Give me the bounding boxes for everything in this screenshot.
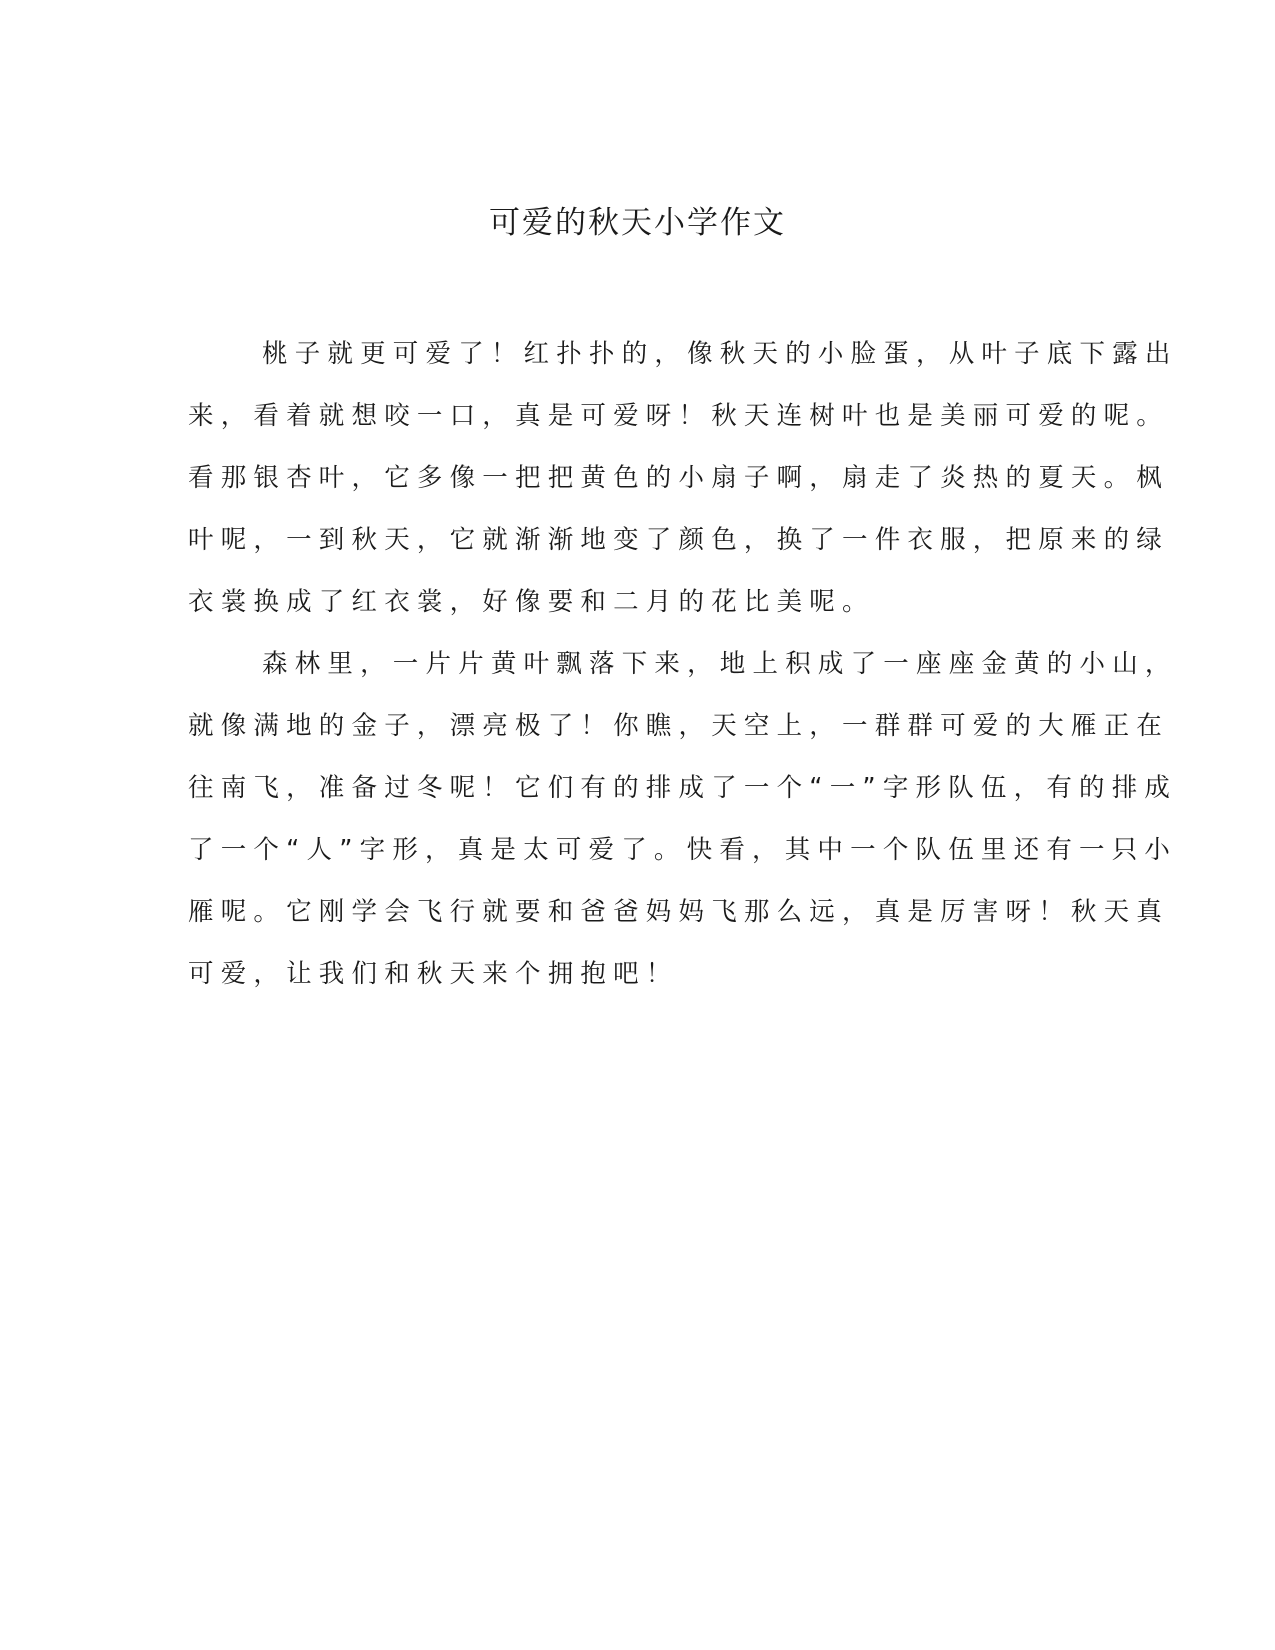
paragraph-line: 了一个“人”字形，真是太可爱了。快看，其中一个队伍里还有一只小 (188, 835, 1178, 865)
paragraph-line: 往南飞，准备过冬呢！它们有的排成了一个“一”字形队伍，有的排成 (188, 773, 1178, 803)
paragraph-line: 来，看着就想咬一口，真是可爱呀！秋天连树叶也是美丽可爱的呢。 (188, 401, 1170, 431)
paragraph-line: 衣裳换成了红衣裳，好像要和二月的花比美呢。 (188, 587, 875, 617)
paragraph-line: 可爱，让我们和秋天来个拥抱吧！ (188, 959, 679, 989)
paragraph-line: 森林里，一片片黄叶飘落下来，地上积成了一座座金黄的小山， (262, 649, 1178, 679)
paragraph-line: 就像满地的金子，漂亮极了！你瞧，天空上，一群群可爱的大雁正在 (188, 711, 1170, 741)
paragraph-line: 桃子就更可爱了！红扑扑的，像秋天的小脸蛋，从叶子底下露出 (262, 339, 1178, 369)
paragraph-line: 雁呢。它刚学会飞行就要和爸爸妈妈飞那么远，真是厉害呀！秋天真 (188, 897, 1170, 927)
document-title: 可爱的秋天小学作文 (489, 205, 786, 241)
document-body (188, 323, 1178, 1005)
paragraph-line: 叶呢，一到秋天，它就渐渐地变了颜色，换了一件衣服，把原来的绿 (188, 525, 1170, 555)
paragraph-2 (188, 633, 1178, 1005)
paragraph-1 (188, 323, 1178, 633)
paragraph-line: 看那银杏叶，它多像一把把黄色的小扇子啊，扇走了炎热的夏天。枫 (188, 463, 1170, 493)
